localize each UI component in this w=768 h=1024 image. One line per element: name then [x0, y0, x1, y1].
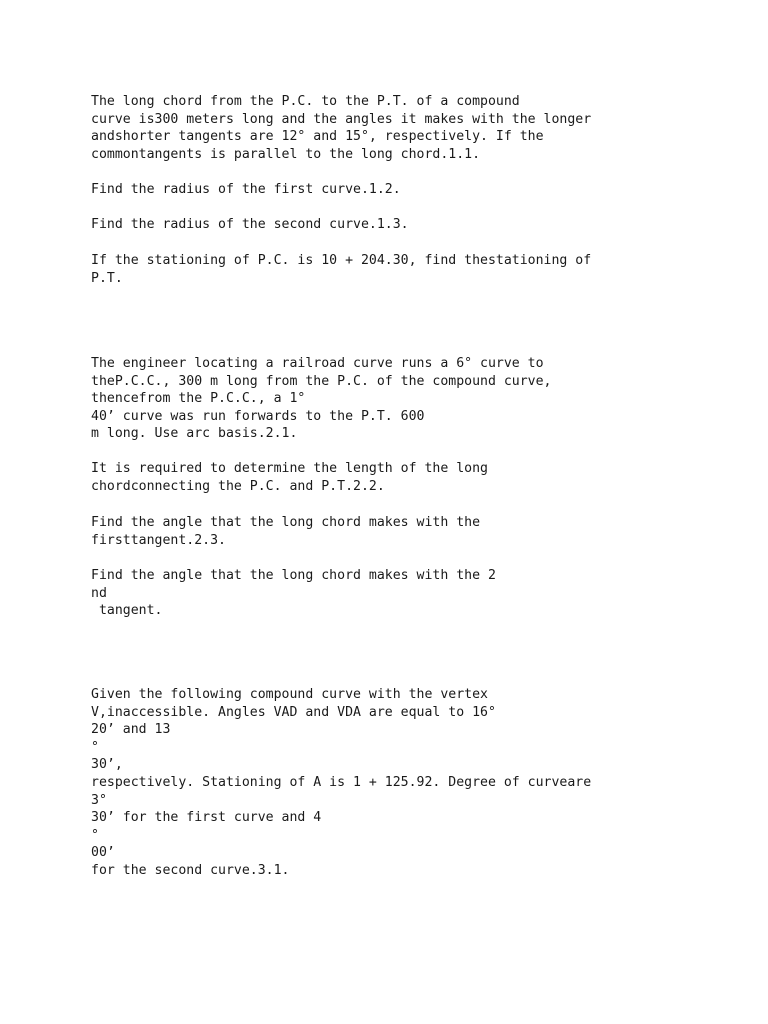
problem-1-statement: The long chord from the P.C. to the P.T. of a compound curve is300 meters long and the angles it makes with the longer andshorter tangents are 12° and 15°, respectively. If the commontangents is parallel to the long chord.1.1. [91, 94, 592, 162]
problem-1-question-2: Find the radius of the second curve.1.3. [91, 217, 409, 232]
problem-1-question-1: Find the radius of the first curve.1.2. [91, 182, 401, 197]
problem-2-statement: The engineer locating a railroad curve runs a 6° curve to theP.C.C., 300 m long from the P.C. of the compound curve, thencefrom the P.C.C., a 1° 40’ curve was run forwards to the P.T. 600 m long. Use arc basis.2.1. [91, 356, 552, 442]
problem-2-question-3: Find the angle that the long chord makes with the 2 nd tangent. [91, 568, 496, 619]
problem-1-question-3: If the stationing of P.C. is 10 + 204.30, find thestationing of P.T. [91, 253, 592, 286]
problem-3-statement: Given the following compound curve with the vertex V,inaccessible. Angles VAD and VDA are equal to 16° 20’ and 13 ° 30’, respectively. Stationing of A is 1 + 125.92. Degree of curveare 3° 30’ for the first curve and 4 ° 00’ for the second curve.3.1. [91, 687, 592, 878]
problem-2-question-1: It is required to determine the length of the long chordconnecting the P.C. and P.T.2.2. [91, 461, 488, 494]
problem-2-question-2: Find the angle that the long chord makes with the firsttangent.2.3. [91, 515, 481, 548]
